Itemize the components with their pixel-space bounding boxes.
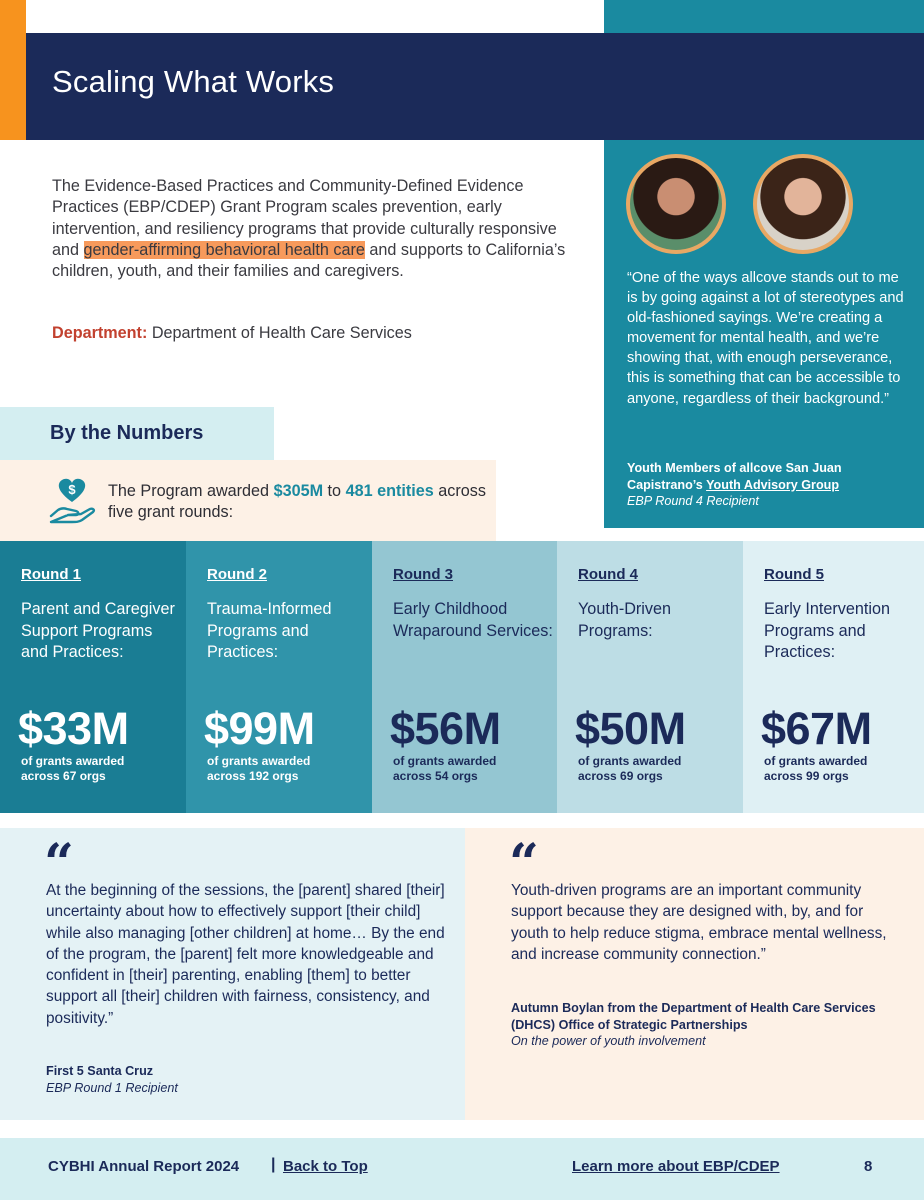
round-note-line-2: across 192 orgs (207, 768, 299, 783)
round-note-line-2: across 99 orgs (764, 768, 849, 783)
round-amount: $99M (204, 703, 315, 754)
round-amount: $33M (18, 703, 129, 754)
intro-text-before: The Evidence-Based Practices and Community-Defined Evidence Practices (EBP/CDEP) Grant Program scales prevention, early intervention, and resiliency programs that provide culturally responsive and (52, 177, 557, 259)
round-note-line-1: of grants awarded (764, 754, 868, 768)
round-description: Parent and Caregiver Support Programs and Practices: (21, 600, 175, 661)
side-quote-text: “One of the ways allcove stands out to me is by going against a lot of stereotypes and old-fashioned sayings. We’re creating a movement for mental health, and we’re showing that, with enough perseverance, this is something that can be accessible to anyone, regardless of their background.” (627, 270, 904, 407)
round-description: Youth-Driven Programs: (578, 600, 671, 640)
svg-text:$: $ (68, 482, 76, 497)
round-note (207, 754, 310, 783)
award-suffix: across five grant rounds: (108, 482, 486, 521)
round-note (578, 754, 681, 783)
round-note-line-1: of grants awarded (21, 754, 125, 768)
round-note-line-2: across 67 orgs (21, 768, 106, 783)
round-description: Early Childhood Wraparound Services: (393, 600, 553, 640)
award-summary (108, 481, 488, 523)
page-title: Scaling What Works (52, 64, 335, 99)
department-value: Department of Health Care Services (147, 324, 412, 342)
right-quote-subtitle: On the power of youth involvement (511, 1034, 706, 1048)
round-note-line-2: across 69 orgs (578, 768, 663, 783)
round-note-line-1: of grants awarded (207, 754, 311, 768)
side-attr-prefix: Youth Members of allcove San Juan Capistrano’s (627, 461, 842, 492)
intro-paragraph (52, 176, 582, 282)
numbers-title: By the Numbers (50, 422, 204, 444)
page-number: 8 (864, 1158, 873, 1175)
quote-mark-icon: “ (509, 833, 539, 894)
round-card-5 (743, 541, 924, 813)
round-note-line-1: of grants awarded (578, 754, 682, 768)
round-amount: $67M (761, 703, 872, 754)
round-card-2 (186, 541, 372, 813)
round-description: Early Intervention Programs and Practices: (764, 600, 890, 661)
intro-highlight: gender-affirming behavioral health care (83, 240, 365, 259)
award-prefix: The Program awarded (108, 482, 274, 500)
round-label: Round 4 (578, 566, 638, 583)
round-note (21, 754, 124, 783)
round-note-line-1: of grants awarded (393, 754, 497, 768)
round-card-4 (557, 541, 743, 813)
footer-separator: | (271, 1156, 276, 1173)
left-quote-text: At the beginning of the sessions, the [parent] shared [their] uncertainty about how to effectively support [their child] while also managing [other children] at home… By the end of the program, the [parent] felt more knowledgeable and confident in [their] parenting, enabling [them] to better support all [their] children with fairness, consistency, and positivity.” (46, 882, 445, 1027)
award-amount: $305M (273, 482, 324, 500)
right-quote-text: Youth-driven programs are an important community support because they are designed with, by, and for youth to help reduce stigma, embrace mental wellness, and increase community connection.” (511, 882, 887, 963)
round-amount: $56M (390, 703, 501, 754)
left-quote-attribution: First 5 Santa Cruz (46, 1064, 154, 1078)
youth-advisory-group-link[interactable]: Youth Advisory Group (706, 478, 840, 492)
youth-member-photo-1 (626, 154, 726, 254)
round-label: Round 5 (764, 566, 824, 583)
left-quote-subtitle: EBP Round 1 Recipient (46, 1081, 178, 1095)
round-label: Round 3 (393, 566, 453, 583)
round-label: Round 2 (207, 566, 267, 583)
side-quote-subtitle: EBP Round 4 Recipient (627, 494, 759, 508)
orange-accent-bar (0, 0, 26, 140)
learn-more-link[interactable]: Learn more about EBP/CDEP (572, 1158, 780, 1175)
department-label: Department: (52, 324, 148, 342)
hand-heart-dollar-icon (48, 472, 96, 524)
footer-report-title: CYBHI Annual Report 2024 (48, 1158, 240, 1175)
back-to-top-link[interactable]: Back to Top (283, 1158, 368, 1175)
side-quote-attribution (627, 460, 917, 494)
intro-text-after: and supports to California’s children, youth, and their families and caregivers. (52, 240, 566, 281)
award-mid: to (323, 482, 346, 500)
quote-mark-icon: “ (44, 833, 74, 894)
award-entities: 481 entities (345, 482, 434, 500)
round-card-1 (0, 541, 186, 813)
teal-top-accent (604, 0, 924, 34)
round-note (393, 754, 496, 783)
right-quote-attribution: Autumn Boylan from the Department of Health Care Services (DHCS) Office of Strategic Partnerships (511, 1001, 876, 1032)
round-description: Trauma-Informed Programs and Practices: (207, 600, 332, 661)
round-card-3 (372, 541, 557, 813)
round-note (764, 754, 867, 783)
round-amount: $50M (575, 703, 686, 754)
department-line (52, 324, 412, 343)
round-note-line-2: across 54 orgs (393, 768, 478, 783)
round-label: Round 1 (21, 566, 81, 583)
youth-member-photo-2 (753, 154, 853, 254)
